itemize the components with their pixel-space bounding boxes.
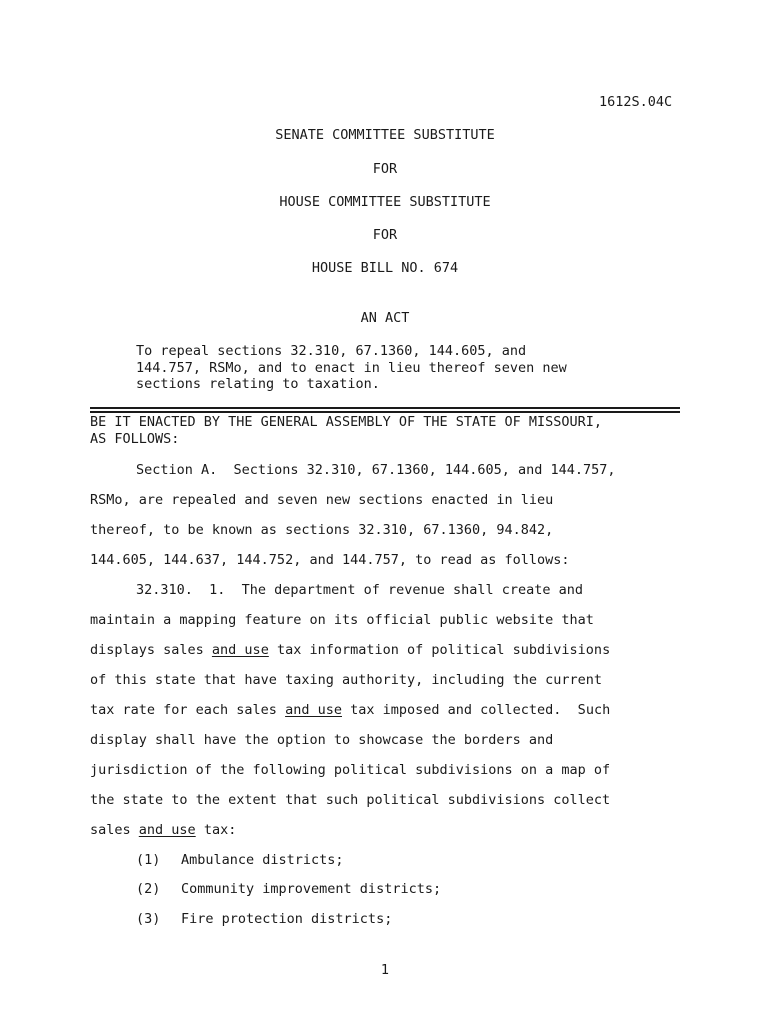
enacting-clause-line-1: BE IT ENACTED BY THE GENERAL ASSEMBLY OF THE STATE OF MISSOURI,	[90, 414, 603, 430]
list-item-number: (3)	[136, 911, 161, 927]
act-purpose-line-1: To repeal sections 32.310, 67.1360, 144.605, and	[136, 343, 527, 359]
underlined-and-use: and use	[285, 702, 342, 718]
section-32310-line-2: maintain a mapping feature on its official public website that	[90, 612, 594, 628]
list-item-number: (2)	[136, 881, 161, 897]
list-item	[136, 881, 442, 897]
divider-rule-bottom	[90, 411, 680, 413]
underlined-and-use: and use	[211, 642, 269, 658]
list-item-text: Ambulance districts;	[181, 852, 344, 868]
list-item-text: Fire protection districts;	[181, 911, 393, 927]
list-item	[136, 852, 344, 868]
title-line-house-substitute: HOUSE COMMITTEE SUBSTITUTE	[279, 194, 491, 210]
section-32310-line-5	[90, 702, 610, 718]
page-number: 1	[380, 962, 390, 978]
title-line-bill-number: HOUSE BILL NO. 674	[311, 260, 459, 276]
divider-rule-top	[90, 407, 680, 409]
section-32310-line-4: of this state that have taxing authority, including the current	[90, 672, 603, 688]
act-purpose-line-3: sections relating to taxation.	[136, 376, 380, 392]
section-32310-line-6: display shall have the option to showcase the borders and	[90, 732, 554, 748]
act-heading: AN ACT	[360, 310, 410, 326]
line-9-post: tax:	[195, 822, 237, 838]
underlined-and-use: and use	[138, 822, 196, 838]
list-item-text: Community improvement districts;	[181, 881, 442, 897]
line-3-pre: displays sales	[90, 642, 212, 658]
section-32310-line-7: jurisdiction of the following political subdivisions on a map of	[90, 762, 611, 778]
title-line-for-2: FOR	[372, 227, 398, 243]
section-32310-line-9	[90, 822, 236, 838]
act-purpose-line-2: 144.757, RSMo, and to enact in lieu thereof seven new	[136, 360, 567, 376]
title-line-for-1: FOR	[372, 161, 398, 177]
section-a-line-4: 144.605, 144.637, 144.752, and 144.757, to read as follows:	[90, 552, 570, 568]
list-item-number: (1)	[136, 852, 161, 868]
enacting-clause-line-2: AS FOLLOWS:	[90, 431, 180, 447]
line-5-pre: tax rate for each sales	[90, 702, 286, 718]
title-line-senate-substitute: SENATE COMMITTEE SUBSTITUTE	[275, 127, 495, 143]
document-id: 1612S.04C	[599, 94, 673, 110]
line-9-pre: sales	[90, 822, 139, 838]
line-5-post: tax imposed and collected. Such	[341, 702, 611, 718]
section-a-line-3: thereof, to be known as sections 32.310, 67.1360, 94.842,	[90, 522, 554, 538]
line-3-post: tax information of political subdivisions	[268, 642, 611, 658]
section-a-line-1: Section A. Sections 32.310, 67.1360, 144.605, and 144.757,	[136, 462, 616, 478]
section-32310-line-8: the state to the extent that such political subdivisions collect	[90, 792, 611, 808]
section-32310-line-1: 32.310. 1. The department of revenue shall create and	[136, 582, 584, 598]
section-a-line-2: RSMo, are repealed and seven new sections enacted in lieu	[90, 492, 554, 508]
list-item	[136, 911, 393, 927]
section-32310-line-3	[90, 642, 610, 658]
